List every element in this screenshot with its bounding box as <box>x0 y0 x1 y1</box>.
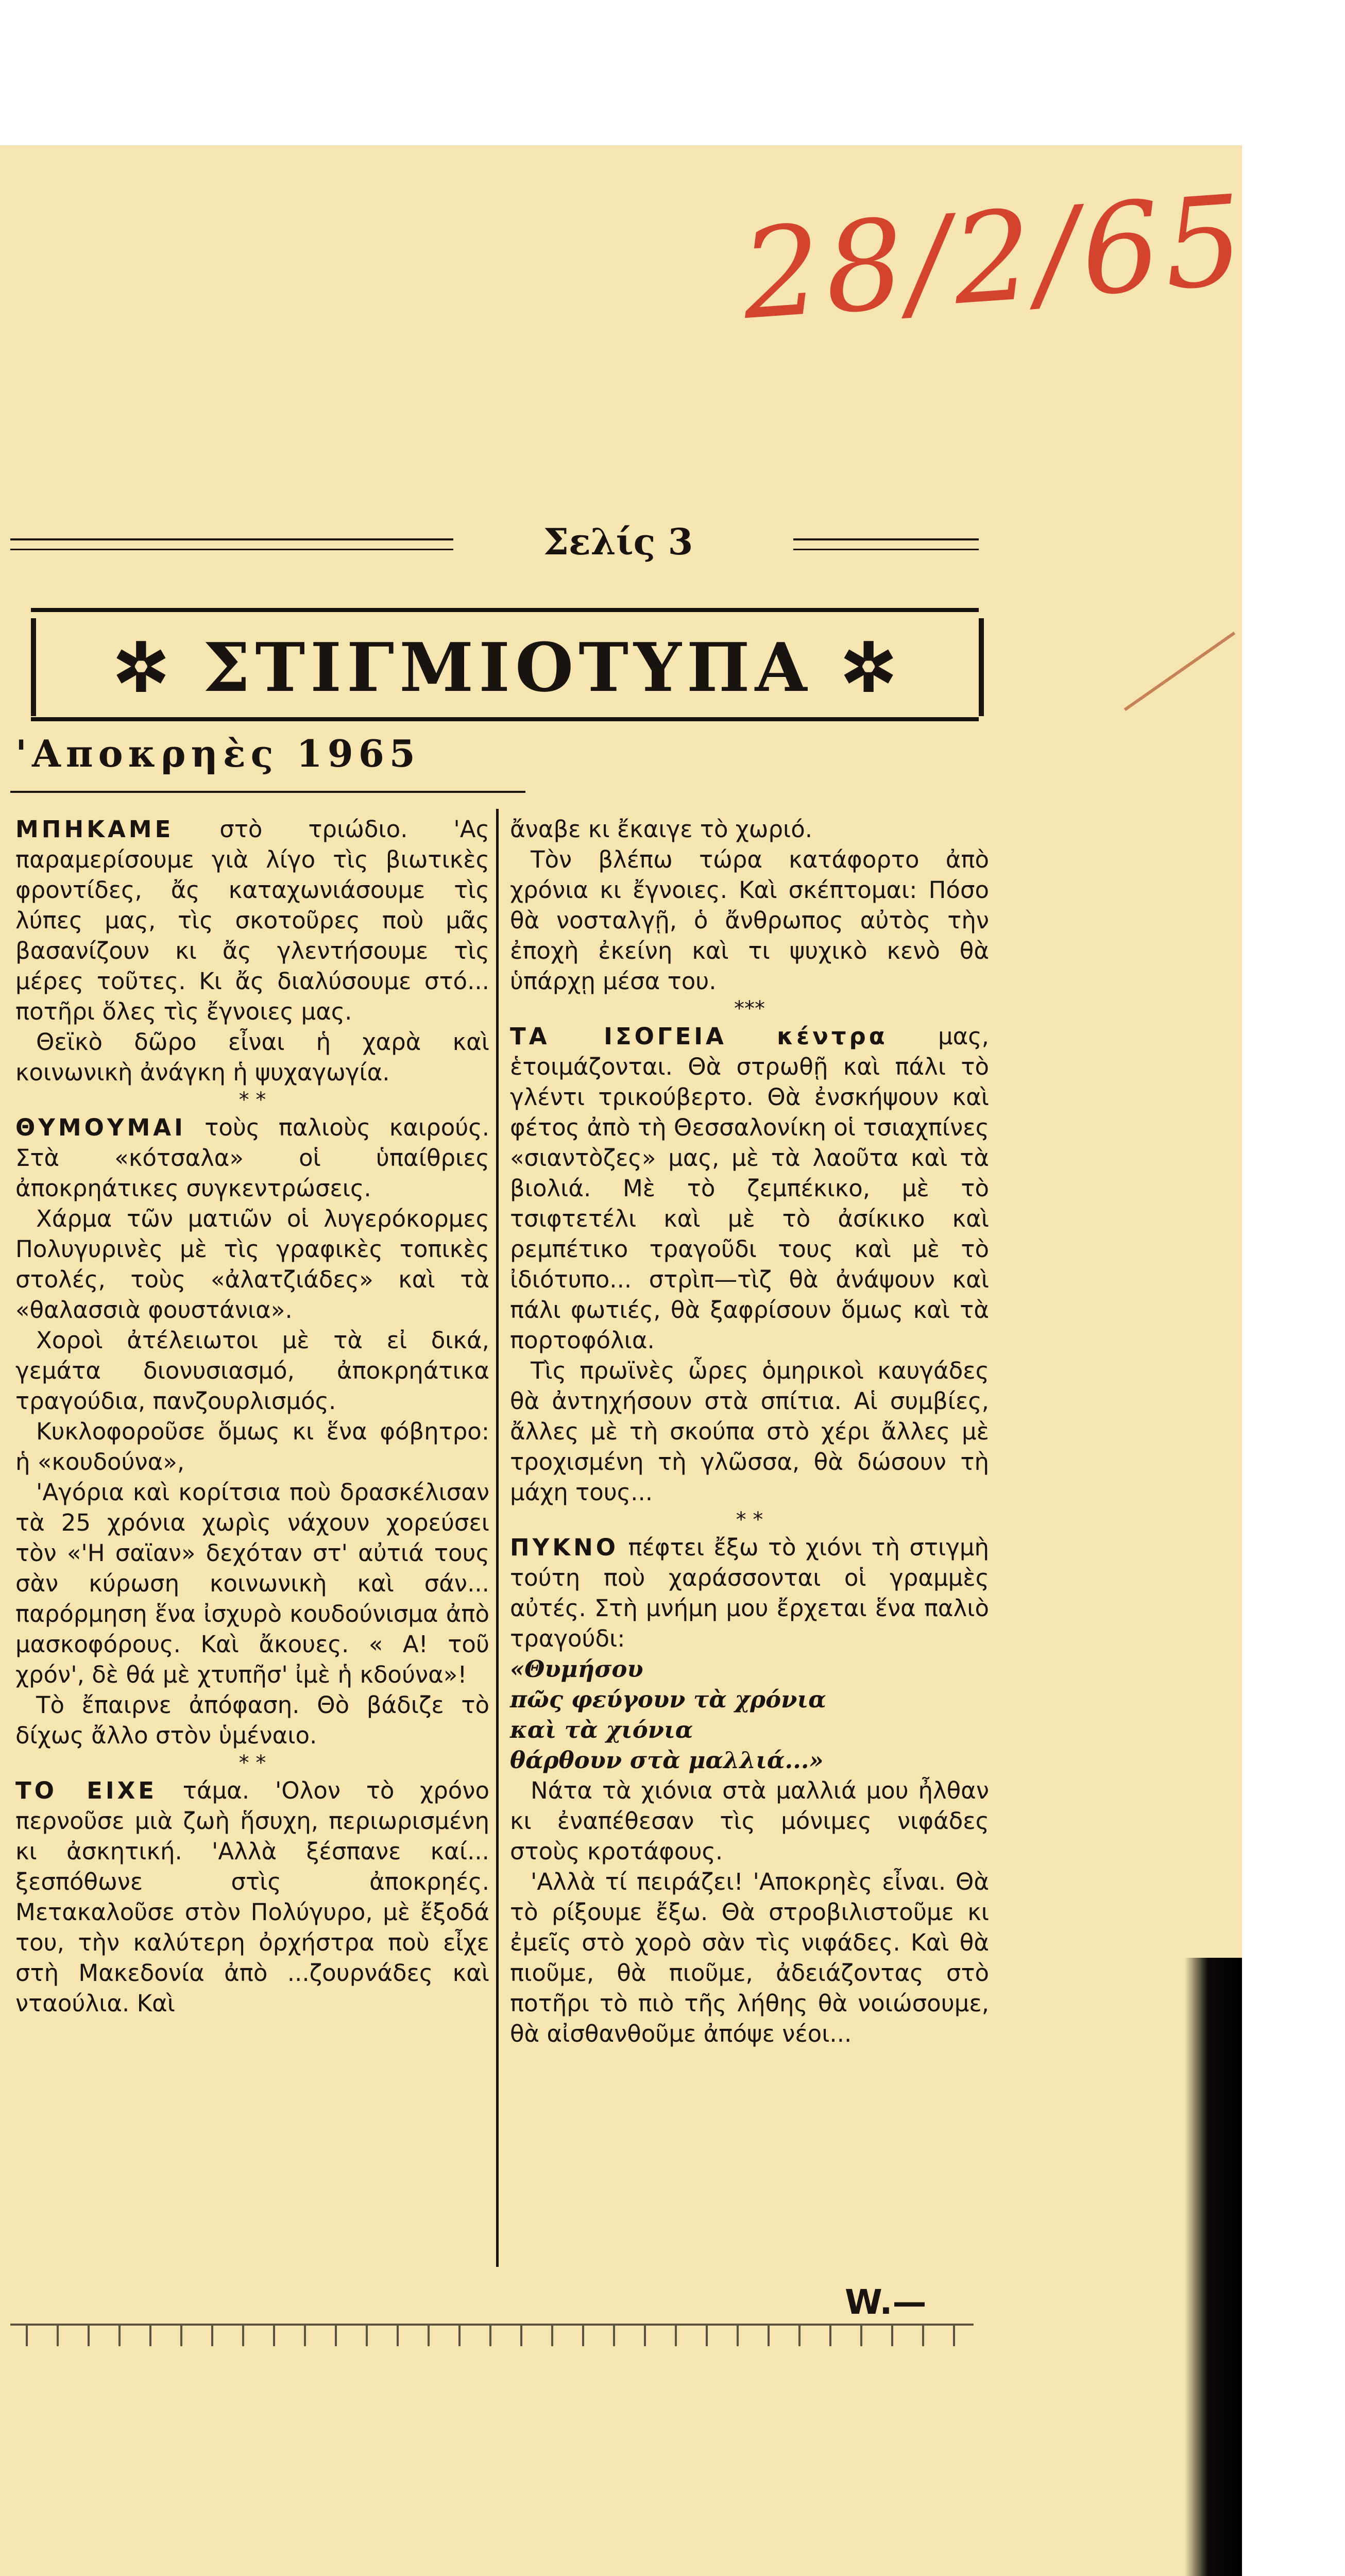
paragraph-text: πέφτει ἔξω τὸ χιόνι τὴ στιγμὴ τούτη ποὺ χαράσσονται οἱ γραμμὲς αὐτές. Στὴ μνήμη μου ἔρχεται ἕνα παλιὸ τραγούδι: <box>510 1534 989 1652</box>
paragraph <box>15 1112 489 1204</box>
paragraph: ἄναβε κι ἔκαιγε τὸ χωριό. <box>510 816 813 843</box>
lead-keyword: ΤΑ ΙΣΟΓΕΙΑ <box>510 1023 727 1050</box>
handwritten-date: 28/2/65 <box>737 168 1252 347</box>
article-column-left <box>15 814 489 2019</box>
paragraph: Τὸν βλέπω τώρα κατάφορτο ἀπὸ χρόνια κι ἔγνοιες. Καὶ σκέπτομαι: Πόσο θὰ νοσταλγῇ, ὁ ἄνθρωπος αὐτὸς τὴν ἐποχὴ ἐκείνη καὶ τι ψυχικὸ κενὸ θὰ ὑπάρχῃ μέσα του. <box>510 846 989 995</box>
paragraph: Κυκλοφοροῦσε ὅμως κι ἕνα φόβητρο: ἡ «κουδούνα», <box>15 1418 489 1476</box>
decorative-bottom-border <box>10 2324 974 2346</box>
header-rule-left-2 <box>10 549 453 550</box>
lead-keyword: ΜΠΗΚΑΜΕ <box>15 816 174 843</box>
header-rule-left <box>10 538 453 540</box>
paragraph: Χοροὶ ἀτέλειωτοι μὲ τὰ εἰ δικά, γεμάτα διονυσιασμό, ἀποκρηάτικα τραγούδια, πανζουρλισμός. <box>15 1327 489 1415</box>
author-signature: W.— <box>845 2282 927 2322</box>
subtitle-rule <box>10 791 525 793</box>
header-rule-right-2 <box>793 549 979 550</box>
scan-shadow-edge <box>1185 1958 1242 2576</box>
song-line: καὶ τὰ χιόνια <box>510 1716 693 1743</box>
column-divider <box>496 809 499 2267</box>
section-separator: * * <box>736 1508 763 1532</box>
paragraph <box>510 1532 989 1654</box>
lead-keyword-2: κέντρα <box>777 1023 888 1050</box>
column-title: ✲ ΣΤΙΓΜΙΟΤΥΠΑ ✲ <box>113 628 902 707</box>
paragraph: Χάρμα τῶν ματιῶν οἱ λυγερόκορμες Πολυγυρινὲς μὲ τὶς γραφικὲς τοπικὲς στολές, τοὺς «ἀλατζιάδες» καὶ τὰ «θαλασσιὰ φουστάνια». <box>15 1205 489 1324</box>
title-rule-bottom <box>31 717 979 721</box>
paragraph: Θεϊκὸ δῶρο εἶναι ἡ χαρὰ καὶ κοινωνικὴ ἀνάγκη ἡ ψυχαγωγία. <box>15 1028 489 1086</box>
lead-keyword: ΘΥΜΟΥΜΑΙ <box>15 1114 186 1141</box>
paragraph <box>510 1021 989 1355</box>
lead-keyword: ΠΥΚΝΟ <box>510 1534 619 1561</box>
header-rule-right <box>793 538 979 540</box>
paragraph-text: στὸ τριώδιο. 'Ας παραμερίσουμε γιὰ λίγο τὶς βιωτικὲς φροντίδες, ἄς καταχωνιάσουμε τὶς λύπες μας, τὶς σκοτοῦρες ποὺ μᾶς βασανίζουν κι ἄς γλεντήσουμε τὶς μέρες τοῦτες. Κι ἄς διαλύσουμε στό... ποτῆρι ὅλες τὶς ἔγνοιες μας. <box>15 816 489 1025</box>
paragraph: 'Αλλὰ τί πειράζει! 'Αποκρηὲς εἶναι. Θὰ τὸ ρίξουμε ἔξω. Θὰ στροβιλιστοῦμε κι ἐμεῖς στὸ χορὸ σὰν τὶς νιφάδες. Καὶ θὰ πιοῦμε, θὰ πιοῦμε, ἀδειάζοντας στὸ ποτῆρι τὸ πιὸ τῆς λήθης θὰ νοιώσουμε, θὰ αἰσθανθοῦμε ἀπόψε νέοι... <box>510 1868 989 2047</box>
paragraph: Τὸ ἔπαιρνε ἀπόφαση. Θὸ βάδιζε τὸ δίχως ἄλλο στὸν ὑμέναιο. <box>15 1691 489 1749</box>
song-line: πῶς φεύγουν τὰ χρόνια <box>510 1686 826 1713</box>
paragraph <box>15 1775 489 2019</box>
paragraph: Τὶς πρωϊνὲς ὧρες ὁμηρικοὶ καυγάδες θὰ ἀντηχήσουν στὰ σπίτια. Αἱ συμβίες, ἄλλες μὲ τὴ σκούπα στὸ χέρι ἄλλες μὲ τροχισμένη τὴ γλῶσσα, θὰ δώσουν τὴ μάχη τους... <box>510 1357 989 1506</box>
paragraph-text: μας, ἑτοιμάζονται. Θὰ στρωθῇ καὶ πάλι τὸ γλέντι τρικούβερτο. Θὰ ἐνσκήψουν καὶ φέτος ἀπὸ τὴ Θεσσαλονίκη οἱ τσιαχπίνες «σιαντὸζες» μας, μὲ τὰ λαοῦτα καὶ τὰ βιολιά. Μὲ τὸ ζεμπέκικο, μὲ τὸ τσιφτετέλι καὶ μὲ τὸ ἀσίκικο καὶ ρεμπέτικο τραγοῦδι τους καὶ μὲ τὸ ἰδιότυπο... στρὶπ—τὶζ θὰ ἀνάψουν καὶ πάλι φωτιές, θὰ ξαφρίσουν ὅμως καὶ τὰ πορτοφόλια. <box>510 1023 989 1354</box>
paragraph <box>15 814 489 1027</box>
article-column-right <box>510 814 989 2049</box>
song-line: θάρθουν στὰ μαλλιά...» <box>510 1747 824 1774</box>
paragraph-text: τοὺς παλιοὺς καιρούς. Στὰ «κότσαλα» οἱ ὑπαίθριες ἀποκρηάτικες συγκεντρώσεις. <box>15 1114 489 1202</box>
section-separator: *** <box>734 997 765 1021</box>
title-rule-top <box>31 608 979 612</box>
paragraph: 'Αγόρια καὶ κορίτσια ποὺ δρασκέλισαν τὰ 25 χρόνια χωρὶς νάχουν χορεύσει τὸν «'Η σαϊαν» δεχόταν στ' αὐτιά τους σὰν κύρωση κοινωνικὴ καὶ σάν... παρόρμηση ἕνα ἰσχυρὸ κουδούνισμα ἀπὸ μασκοφόρους. Καὶ ἄκουες. « Α! τοῦ χρόν', δὲ θά μὲ χτυπῆσ' ἰμὲ ἡ κδούνα»! <box>15 1479 489 1688</box>
section-separator: * * <box>239 1088 266 1112</box>
paragraph-text: τάμα. 'Ολον τὸ χρόνο περνοῦσε μιὰ ζωὴ ἥσυχη, περιωρισμένη κι ἀσκητική. 'Αλλὰ ξέσπανε καί... ξεσπόθωνε στὶς ἀποκρηές. Μετακαλοῦσε στὸν Πολύγυρο, μὲ ἔξοδά του, τὴν καλύτερη ὀρχήστρα ποὺ εἶχε στὴ Μακεδονία ἀπὸ ...ζουρνάδες καὶ νταούλια. Καὶ <box>15 1777 489 2017</box>
lead-keyword: ΤΟ ΕΙΧΕ <box>15 1777 158 1804</box>
column-title-box <box>31 618 984 716</box>
song-line: «Θυμήσου <box>510 1655 643 1683</box>
paragraph: Νάτα τὰ χιόνια στὰ μαλλιά μου ἦλθαν κι ἐναπέθεσαν τὶς μόνιμες νιφάδες στοὺς κροτάφους. <box>510 1777 989 1865</box>
page-label: Σελίς 3 <box>543 520 693 563</box>
section-separator: * * <box>239 1751 266 1775</box>
article-subtitle: 'Αποκρηὲς 1965 <box>15 732 420 775</box>
